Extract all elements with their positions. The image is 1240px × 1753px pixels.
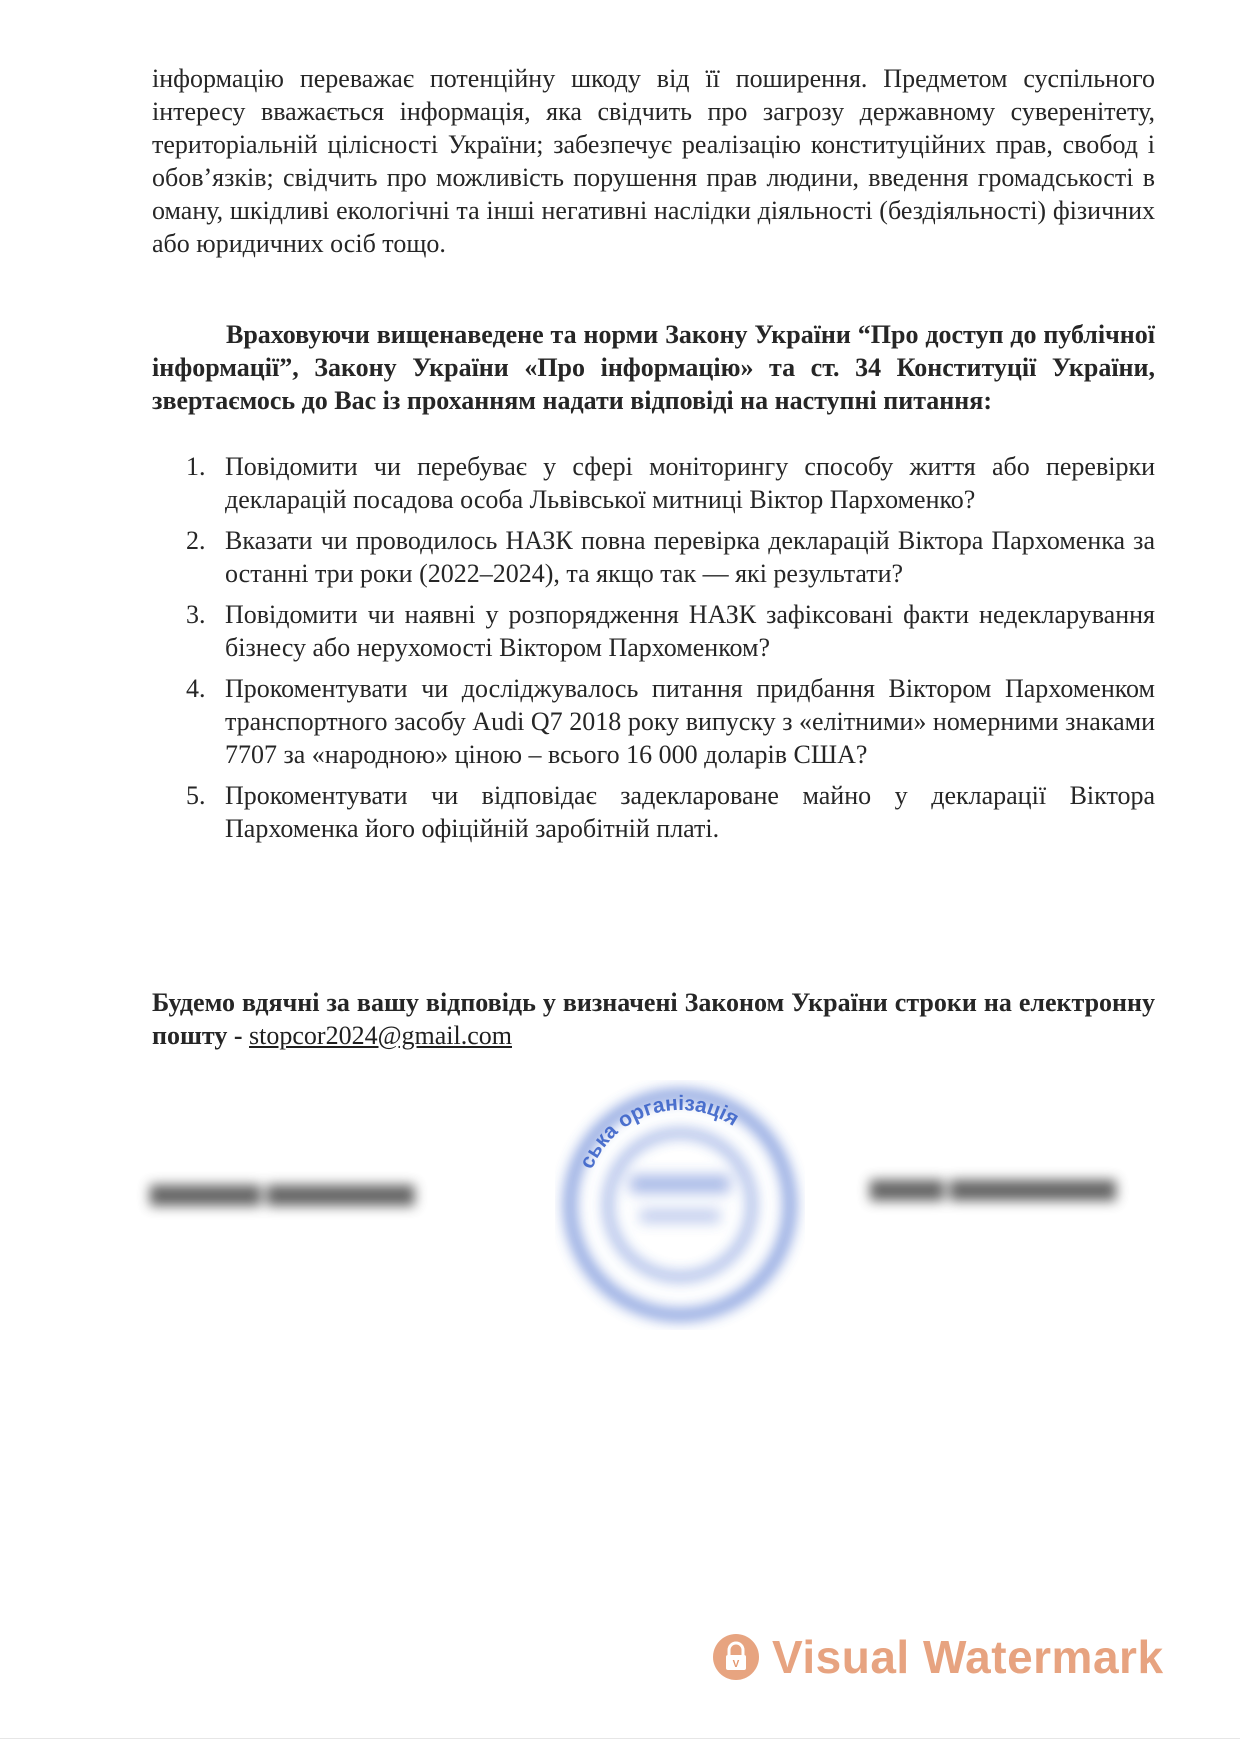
lock-icon <box>712 1633 760 1681</box>
questions-list <box>152 450 1155 853</box>
redacted-signature-title: ▆▆▆▆▆▆ ▆▆▆▆▆▆▆▆ <box>150 1180 415 1206</box>
question-item <box>152 779 1155 845</box>
watermark-text: Visual Watermark <box>772 1631 1164 1683</box>
official-stamp <box>555 1080 805 1330</box>
question-item <box>152 672 1155 771</box>
page-bottom-edge <box>0 1738 1240 1739</box>
closing-paragraph <box>152 986 1155 1052</box>
question-text: Прокоментувати чи відповідає задекларoване майно у декларації Віктора Пархоменка його офіційній заробітній платі. <box>225 781 1155 843</box>
email-link[interactable]: stopcor2024@gmail.com <box>249 1021 512 1050</box>
request-paragraph: Враховуючи вищенаведене та норми Закону України “Про доступ до публічної інформації”, Закону України «Про інформацію» та ст. 34 Конституції України, звертаємось до Вас із проханням надати відповіді на наступні питання: <box>152 320 1155 415</box>
question-text: Прокоментувати чи досліджувалось питання придбання Віктором Пархоменком транспортного засобу Audi Q7 2018 року випуску з «елітними» номерними знаками 7707 за «народною» ціною – всього 16 000 доларів США? <box>225 674 1155 769</box>
question-number: 2. <box>186 526 206 555</box>
intro-paragraph: інформацію переважає потенційну шкоду від її поширення. Предметом суспільного інтересу вважається інформація, яка свідчить про загрозу державному суверенітету, територіальній цілісності України; забезпечує реалізацію конституційних прав, свобод і обов’язків; свідчить про можливість порушення прав людини, введення громадськості в оману, шкідливі екологічні та інші негативні наслідки діяльності (бездіяльності) фізичних або юридичних осіб тощо. <box>152 64 1155 258</box>
question-text: Повідомити чи перебуває у сфері моніторингу способу життя або перевірки декларацій посадова особа Львівської митниці Віктор Пархоменко? <box>225 452 1155 514</box>
svg-text:V: V <box>732 1659 740 1670</box>
question-number: 5. <box>186 781 206 810</box>
question-item <box>152 598 1155 664</box>
closing-text: Будемо вдячні за вашу відповідь у визначені Законом України строки на електронну пошту - <box>152 988 1155 1050</box>
question-text: Повідомити чи наявні у розпорядження НАЗК зафіксовані факти недекларування бізнесу або нерухомості Віктором Пархоменком? <box>225 600 1155 662</box>
visual-watermark <box>712 1630 1164 1684</box>
question-number: 4. <box>186 674 206 703</box>
question-item <box>152 450 1155 516</box>
svg-text:ська організація: ська організація <box>575 1091 743 1173</box>
question-number: 3. <box>186 600 206 629</box>
question-text: Вказати чи проводилось НАЗК повна перевірка декларацій Віктора Пархоменка за останні три роки (2022–2024), та якщо так — які результати? <box>225 526 1155 588</box>
redacted-signature-name: ▆▆▆▆ ▆▆▆▆▆▆▆▆▆ <box>870 1175 1116 1201</box>
question-item <box>152 524 1155 590</box>
question-number: 1. <box>186 452 206 481</box>
